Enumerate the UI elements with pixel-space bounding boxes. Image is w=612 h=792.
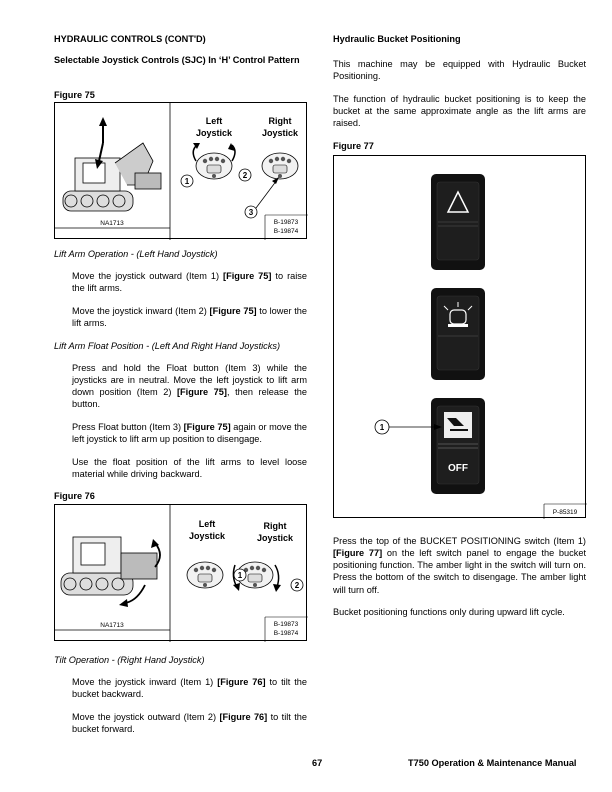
paragraph-float-disengage: Press Float button (Item 3) [Figure 75] again or move the left joystick to lift arm up position to disengage. — [72, 422, 307, 445]
section-heading: HYDRAULIC CONTROLS (CONT'D) — [54, 34, 206, 44]
figure-77-code: P-85319 — [552, 509, 578, 516]
paragraph-bucket-intro: This machine may be equipped with Hydraulic Bucket Positioning. — [333, 59, 586, 82]
bucket-positioning-switch-icon — [431, 398, 485, 494]
beacon-switch-icon — [431, 288, 485, 380]
figure-75 — [54, 102, 307, 239]
figure-75-callout-2: 2 — [242, 171, 248, 180]
figure-75-code-left: NA1713 — [100, 220, 124, 227]
paragraph-lift-lower: Move the joystick inward (Item 2) [Figure 75] to lower the lift arms. — [72, 306, 308, 329]
paragraph-bucket-note: Bucket positioning functions only during upward lift cycle. — [333, 607, 565, 617]
figure-76-left-label: Left — [198, 519, 216, 529]
right-joystick-icon — [187, 562, 223, 588]
figure-76-right-label: Right — [263, 521, 287, 531]
figure-76-code-left: NA1713 — [100, 622, 124, 629]
figure-76-right-label-2: Joystick — [256, 533, 294, 543]
figure-77-callout-1: 1 — [379, 423, 385, 432]
left-joystick-icon — [193, 143, 235, 179]
paragraph-tilt-backward: Move the joystick inward (Item 1) [Figure 76] to tilt the bucket backward. — [72, 677, 307, 700]
figure-76-callout-2: 2 — [294, 581, 300, 590]
paragraph-float-engage: Press and hold the Float button (Item 3) while the joysticks are in neutral. Move the left joystick to lift arm down position (Item 2) [Figure 75], then release the button. — [72, 363, 307, 410]
float-position-title: Lift Arm Float Position - (Left And Right Hand Joysticks) — [54, 341, 281, 351]
figure-75-left-label-2: Joystick — [195, 128, 233, 138]
paragraph-bucket-switch: Press the top of the BUCKET POSITIONING switch (Item 1) [Figure 77] on the left switch panel to engage the bucket positioning function. The amber light in the switch will turn on. Press the bottom of the switch to disengage. The amber light will turn off. — [333, 536, 587, 595]
figure-77-label: Figure 77 — [333, 141, 374, 151]
figure-77 — [333, 155, 586, 518]
figure-75-illustration — [55, 103, 308, 240]
paragraph-float-use: Use the float position of the lift arms to level loose material while driving backward. — [72, 457, 307, 480]
figure-76-illustration — [55, 505, 308, 642]
figure-75-code-right-2: B-19874 — [273, 228, 299, 235]
section-heading: Hydraulic Bucket Positioning — [333, 34, 461, 44]
figure-76-left-label-2: Joystick — [188, 531, 226, 541]
manual-title: T750 Operation & Maintenance Manual — [408, 758, 577, 768]
figure-75-code-right-1: B-19873 — [273, 219, 299, 226]
figure-75-right-label: Right — [268, 116, 292, 126]
lift-arm-operation-title: Lift Arm Operation - (Left Hand Joystick) — [54, 249, 218, 259]
loader-machine-icon — [63, 143, 161, 211]
subsection-heading: Selectable Joystick Controls (SJC) In ‘H’ Control Pattern — [54, 55, 300, 65]
right-joystick-icon — [262, 153, 298, 179]
switch-off-text: OFF — [448, 463, 468, 474]
paragraph-tilt-forward: Move the joystick outward (Item 2) [Figure 76] to tilt the bucket forward. — [72, 712, 307, 735]
figure-75-callout-3: 3 — [248, 208, 254, 217]
figure-76-code-right-1: B-19873 — [273, 621, 299, 628]
figure-75-label: Figure 75 — [54, 90, 95, 100]
figure-75-left-label: Left — [205, 116, 223, 126]
loader-machine-icon — [61, 537, 157, 595]
paragraph-bucket-function: The function of hydraulic bucket positioning is to keep the bucket at the same approximate angle as the lift arms are raised. — [333, 94, 586, 129]
figure-76-label: Figure 76 — [54, 491, 95, 501]
figure-75-right-label-2: Joystick — [261, 128, 299, 138]
tilt-operation-title: Tilt Operation - (Right Hand Joystick) — [54, 655, 205, 665]
warning-switch-icon — [431, 174, 485, 270]
figure-77-illustration — [334, 156, 587, 519]
paragraph-lift-raise: Move the joystick outward (Item 1) [Figure 75] to raise the lift arms. — [72, 271, 307, 294]
figure-76-callout-1: 1 — [237, 571, 243, 580]
figure-75-callout-1: 1 — [184, 177, 190, 186]
figure-76 — [54, 504, 307, 641]
page-number: 67 — [312, 758, 323, 768]
figure-76-code-right-2: B-19874 — [273, 630, 299, 637]
